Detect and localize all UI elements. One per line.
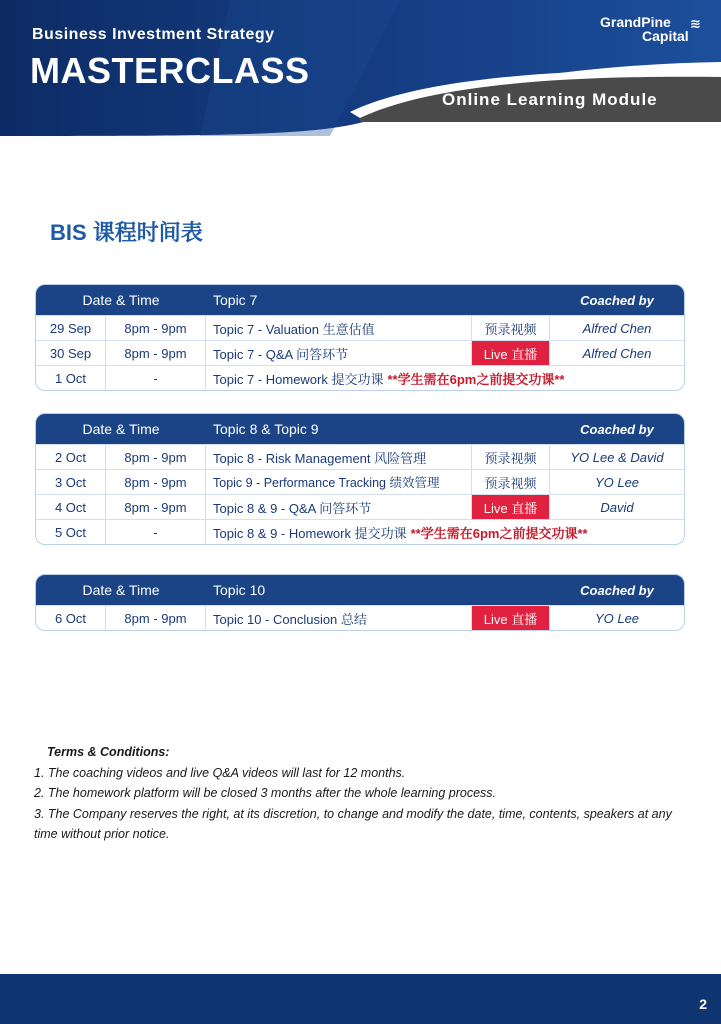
header-date-time: Date & Time [82,421,160,437]
row-time: 8pm - 9pm [106,495,206,519]
header-topic: Topic 8 & Topic 9 [213,421,319,437]
company-logo [600,15,710,43]
homework-note: **学生需在6pm之前提交功课** [387,371,565,387]
homework-topic: Topic 8 & 9 - Homework 提交功课 [213,525,407,541]
row-coach: Alfred Chen [582,320,652,336]
schedule-table-topic8-9 [35,413,685,545]
row-date: 1 Oct [36,366,106,390]
row-coach: YO Lee [594,474,640,490]
page-header [0,0,721,136]
table-row [36,469,684,494]
row-topic: Topic 7 - Valuation 生意估值 [206,316,472,340]
row-time: 8pm - 9pm [106,470,206,494]
row-time: 8pm - 9pm [106,606,206,630]
row-topic: Topic 10 - Conclusion 总结 [206,606,472,630]
row-topic: Topic 7 - Q&A 问答环节 [206,341,472,365]
terms-and-conditions [34,742,694,845]
table-row [36,444,684,469]
table-header [36,414,684,444]
row-time: 8pm - 9pm [106,341,206,365]
live-badge: Live 直播 [472,495,550,519]
schedule-table-topic7 [35,284,685,391]
pine-tree-icon: ≋ [690,16,701,31]
row-date: 29 Sep [36,316,106,340]
terms-item: 2. The homework platform will be closed 3 months after the whole learning process. [34,786,497,800]
table-row [36,494,684,519]
live-badge: Live 直播 [472,606,550,630]
header-coached-by: Coached by [580,292,654,308]
row-type: 预录视频 [472,316,550,340]
row-topic: Topic 8 - Risk Management 风险管理 [206,445,472,469]
row-date: 30 Sep [36,341,106,365]
row-date: 5 Oct [36,520,106,544]
row-coach: Alfred Chen [582,345,652,361]
terms-item: 1. The coaching videos and live Q&A videos will last for 12 months. [34,765,406,780]
row-topic [206,366,684,390]
row-date: 3 Oct [36,470,106,494]
schedule-table-topic10 [35,574,685,631]
header-date-time: Date & Time [82,292,160,308]
row-topic: Topic 8 & 9 - Q&A 问答环节 [206,495,472,519]
row-time: 8pm - 9pm [106,445,206,469]
terms-item: 3. The Company reserves the right, at its discretion, to change and modify the date, time, contents, speakers at any time without prior notice. [34,806,672,841]
table-row [36,315,684,340]
row-coach: YO Lee [594,610,640,626]
header-topic: Topic 7 [213,292,258,308]
table-header [36,285,684,315]
live-badge: Live 直播 [472,341,550,365]
table-row [36,519,684,544]
row-date: 4 Oct [36,495,106,519]
table-header [36,575,684,605]
row-date: 6 Oct [36,606,106,630]
terms-title: Terms & Conditions: [47,745,170,759]
header-title: MASTERCLASS [30,50,310,91]
homework-topic: Topic 7 - Homework 提交功课 [213,371,384,387]
header-topic: Topic 10 [213,582,266,598]
header-date-time: Date & Time [82,582,160,598]
header-subtitle: Business Investment Strategy [32,26,275,43]
row-coach: David [600,499,634,515]
logo-line1: GrandPine [600,14,671,30]
homework-note: **学生需在6pm之前提交功课** [410,525,588,541]
module-label: Online Learning Module [442,90,658,109]
row-date: 2 Oct [36,445,106,469]
row-topic [206,520,684,544]
table-row [36,605,684,630]
page-number: 2 [699,996,707,1012]
logo-line2: Capital [642,28,689,44]
row-type: 预录视频 [472,445,550,469]
table-row [36,340,684,365]
row-time: 8pm - 9pm [106,316,206,340]
header-coached-by: Coached by [580,582,654,598]
row-type: 预录视频 [472,470,550,494]
row-time: - [106,520,206,544]
row-time: - [106,366,206,390]
page-footer [0,974,721,1024]
row-topic: Topic 9 - Performance Tracking 绩效管理 [206,470,472,494]
section-title: BIS 课程时间表 [50,220,203,245]
header-coached-by: Coached by [580,421,654,437]
row-coach: YO Lee & David [570,449,664,465]
table-row [36,365,684,390]
